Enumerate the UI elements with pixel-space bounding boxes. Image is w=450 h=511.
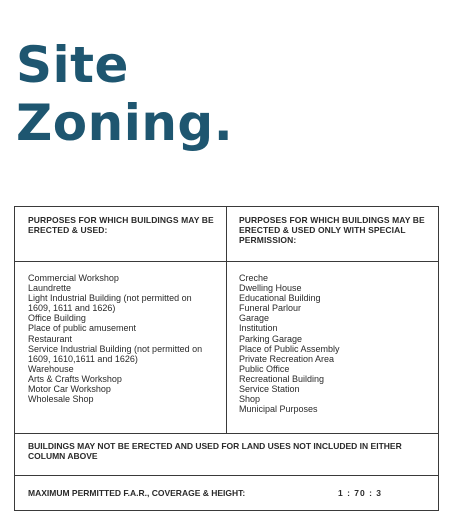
special-permission-cell bbox=[227, 262, 439, 434]
far-label: MAXIMUM PERMITTED F.A.R., COVERAGE & HEIGHT: bbox=[28, 488, 246, 498]
special-permission-use-item: Service Station bbox=[239, 384, 300, 395]
special-permission-use-item: Creche bbox=[239, 273, 269, 283]
permitted-use-item: Arts & Crafts Workshop bbox=[28, 373, 122, 384]
permitted-use-item: Warehouse bbox=[28, 363, 74, 374]
permitted-uses-header: PURPOSES FOR WHICH BUILDINGS MAY BE ERECTED & USED: bbox=[15, 207, 227, 262]
permitted-use-item: Wholesale Shop bbox=[28, 394, 94, 405]
title-line-2: Zoning. bbox=[16, 94, 234, 152]
uses-row bbox=[15, 262, 439, 434]
special-permission-use-item: Institution bbox=[239, 323, 278, 334]
special-permission-use-item: Parking Garage bbox=[239, 333, 303, 344]
special-permission-header: PURPOSES FOR WHICH BUILDINGS MAY BE ERECTED & USED ONLY WITH SPECIAL PERMISSION: bbox=[227, 207, 439, 262]
special-permission-use-item: Private Recreation Area bbox=[239, 353, 335, 364]
permitted-uses-list bbox=[28, 273, 216, 404]
restriction-note: BUILDINGS MAY NOT BE ERECTED AND USED FOR LAND USES NOT INCLUDED IN EITHER COLUMN ABOVE bbox=[15, 434, 439, 476]
note-row bbox=[15, 434, 439, 476]
special-permission-use-item: Place of Public Assembly bbox=[239, 343, 340, 354]
header-row bbox=[15, 207, 439, 262]
special-permission-use-item: Shop bbox=[239, 394, 261, 405]
permitted-use-item: Service Industrial Building (not permitted on 1609, 1610,1611 and 1626) bbox=[28, 343, 203, 364]
special-permission-use-item: Municipal Purposes bbox=[239, 404, 318, 415]
permitted-use-item: Place of public amusement bbox=[28, 323, 137, 334]
page-title bbox=[16, 36, 233, 152]
special-permission-use-item: Funeral Parlour bbox=[239, 303, 302, 314]
permitted-use-item: Laundrette bbox=[28, 283, 72, 294]
permitted-use-item: Office Building bbox=[28, 313, 86, 324]
permitted-use-item: Commercial Workshop bbox=[28, 273, 119, 283]
title-line-1: Site bbox=[16, 36, 129, 94]
far-row bbox=[15, 476, 439, 511]
permitted-use-item: Light Industrial Building (not permitted on 1609, 1611 and 1626) bbox=[28, 293, 192, 314]
special-permission-list bbox=[239, 273, 428, 414]
special-permission-use-item: Garage bbox=[239, 313, 270, 324]
special-permission-use-item: Dwelling House bbox=[239, 283, 302, 294]
permitted-use-item: Restaurant bbox=[28, 333, 73, 344]
special-permission-use-item: Public Office bbox=[239, 363, 290, 374]
permitted-use-item: Motor Car Workshop bbox=[28, 384, 111, 395]
far-cell bbox=[15, 476, 439, 511]
zoning-table bbox=[14, 206, 439, 511]
permitted-uses-cell bbox=[15, 262, 227, 434]
far-value: 1 : 70 : 3 bbox=[338, 488, 383, 498]
special-permission-use-item: Recreational Building bbox=[239, 373, 325, 384]
special-permission-use-item: Educational Building bbox=[239, 293, 321, 304]
